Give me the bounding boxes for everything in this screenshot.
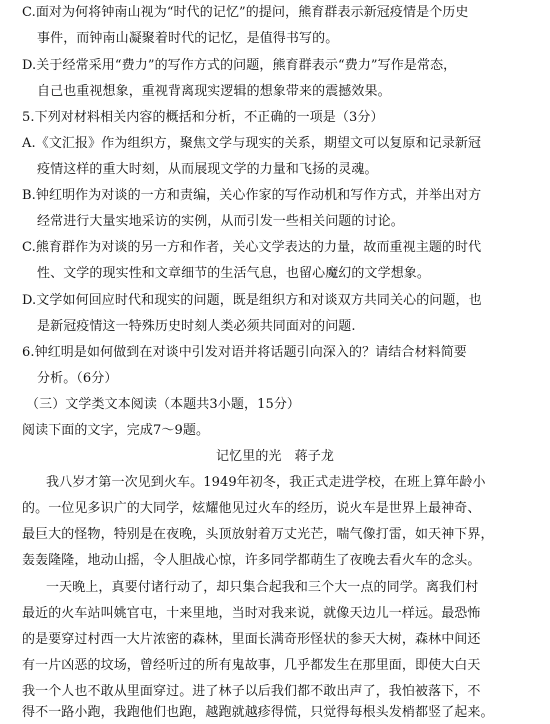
article-title: 记忆里的光 蒋子龙	[216, 449, 334, 464]
article-para1-line4: 轰轰隆隆，地动山摇，令人胆战心惊，许多同学都萌生了夜晚去看火车的念头。	[22, 553, 481, 568]
option-c-q4-line2: 事件，而钟南山凝聚着时代的记忆，是值得书写的。	[37, 31, 339, 46]
section-heading: （三）文学类文本阅读（本题共3小题，15分）	[26, 397, 301, 412]
article-para2-line3: 的是要穿过村西一大片浓密的森林，里面长满奇形怪状的参天大树，森林中间还	[22, 632, 481, 647]
option-c-q4-line1: C.面对为何将钟南山视为“时代的记忆”的提问，熊育群表示新冠疫情是个历史	[22, 5, 469, 20]
option-d-q4-line2: 自己也重视想象，重视背离现实逻辑的想象带来的震撼效果。	[37, 84, 391, 99]
question-6-line1: 6.钟红明是如何做到在对谈中引发对语并将话题引向深入的？请结合材料简要	[22, 345, 467, 360]
article-para2-line6: 得不一路小跑，我跑他们也跑，越跑就越疹得慌，只觉得每根头发梢都竖了起来。	[22, 705, 494, 720]
option-b-q5-line1: B.钟红明作为对谈的一方和责编，关心作家的写作动机和写作方式，并举出对方	[22, 188, 482, 203]
article-para1-line3: 最巨大的怪物，特别是在夜晚，头顶放射着万丈光芒，喘气像打雷，如天神下界，	[22, 527, 494, 542]
option-d-q4-line1: D.关于经常采用“费力”的写作方式的问题，熊育群表示“费力”写作是常态，	[22, 58, 457, 73]
question-5-stem: 5.下列对材料相关内容的概括和分析，不正确的一项是（3分）	[22, 110, 384, 125]
option-a-q5-line2: 疫情这样的重大时刻，从而展现文学的力量和飞扬的灵魂。	[37, 162, 378, 177]
question-6-line2: 分析。（6分）	[37, 371, 118, 386]
option-c-q5-line2: 性、文学的现实性和文章细节的生活气息，也留心魔幻的文学想象。	[37, 266, 431, 281]
option-b-q5-line2: 经常进行大量实地采访的实例，从而引发一些相关问题的讨论。	[37, 214, 404, 229]
article-para1-line2: 的。一位见多识广的大同学，炫耀他见过火车的经历，说火车是世界上最神奇、	[22, 501, 481, 516]
reading-instruction: 阅读下面的文字，完成7～9题。	[22, 423, 210, 438]
article-para2-line5: 我一个人也不敢从里面穿过。进了林子以后我们都不敢出声了，我怕被落下，不	[22, 684, 481, 699]
article-para2-line1: 一天晚上，真要付诸行动了，却只集合起我和三个大一点的同学。离我们村	[46, 580, 479, 595]
article-para1-line1: 我八岁才第一次见到火车。1949年初冬，我正式走进学校，在班上算年龄小	[46, 475, 486, 490]
option-c-q5-line1: C.熊育群作为对谈的另一方和作者，关心文学表达的力量，故而重视主题的时代	[22, 240, 482, 255]
option-d-q5-line2: 是新冠疫情这一特殊历史时刻人类必须共同面对的问题.	[37, 319, 356, 334]
article-para2-line4: 有一片凶恶的坟场，曾经听过的所有鬼故事，几乎都发生在那里面，即使大白天	[22, 658, 481, 673]
option-d-q5-line1: D.文学如何回应时代和现实的问题，既是组织方和对谈双方共同关心的问题，也	[22, 293, 482, 308]
article-para2-line2: 最近的火车站叫姚官屯，十来里地，当时对我来说，就像天边儿一样远。最恐怖	[22, 606, 481, 621]
option-a-q5-line1: A.《文汇报》作为组织方，聚焦文学与现实的关系，期望文可以复原和记录新冠	[22, 136, 482, 151]
